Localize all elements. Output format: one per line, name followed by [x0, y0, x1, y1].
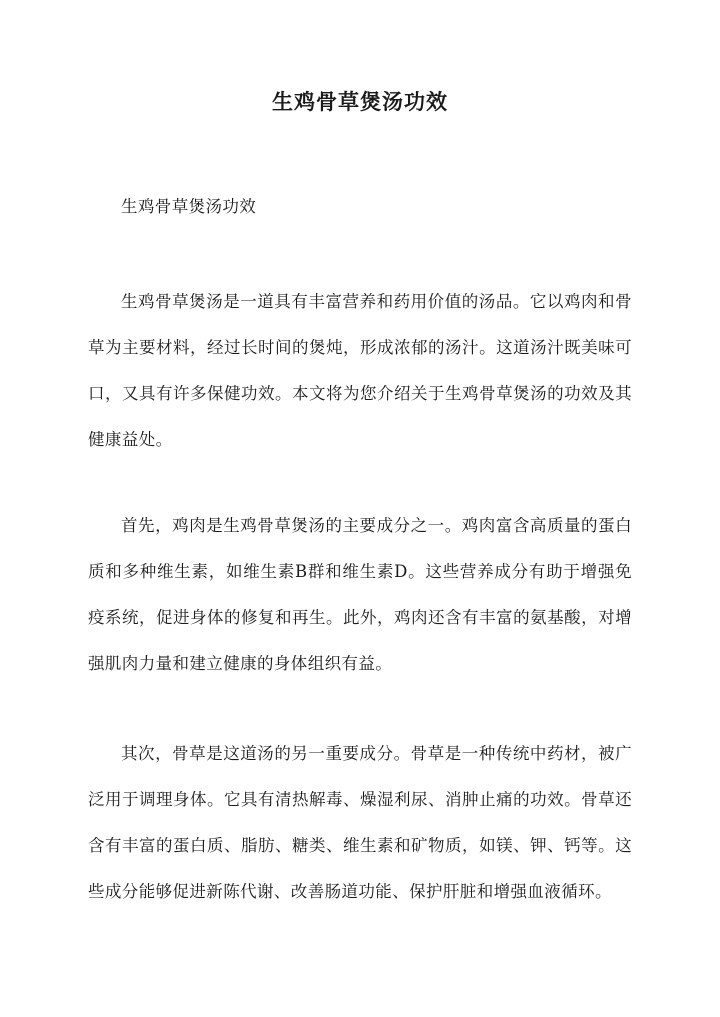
document-subtitle: 生鸡骨草煲汤功效 — [121, 197, 257, 216]
document-title: 生鸡骨草煲汤功效 — [272, 89, 448, 114]
paragraph-chicken: 首先，鸡肉是生鸡骨草煲汤的主要成分之一。鸡肉富含高质量的蛋白质和多种维生素，如维生素B群和维生素D。这些营养成分有助于增强免疫系统，促进身体的修复和再生。此外，鸡肉还含有丰富的氨基酸，对增强肌肉力量和建立健康的身体组织有益。 — [88, 516, 632, 673]
paragraph-intro: 生鸡骨草煲汤是一道具有丰富营养和药用价值的汤品。它以鸡肉和骨草为主要材料，经过长时间的煲炖，形成浓郁的汤汁。这道汤汁既美味可口，又具有许多保健功效。本文将为您介绍关于生鸡骨草煲汤的功效及其健康益处。 — [88, 292, 632, 449]
paragraph-herb: 其次，骨草是这道汤的另一重要成分。骨草是一种传统中药材，被广泛用于调理身体。它具有清热解毒、燥湿利尿、消肿止痛的功效。骨草还含有丰富的蛋白质、脂肪、糖类、维生素和矿物质，如镁、钾、钙等。这些成分能够促进新陈代谢、改善肠道功能、保护肝脏和增强血液循环。 — [88, 744, 632, 901]
